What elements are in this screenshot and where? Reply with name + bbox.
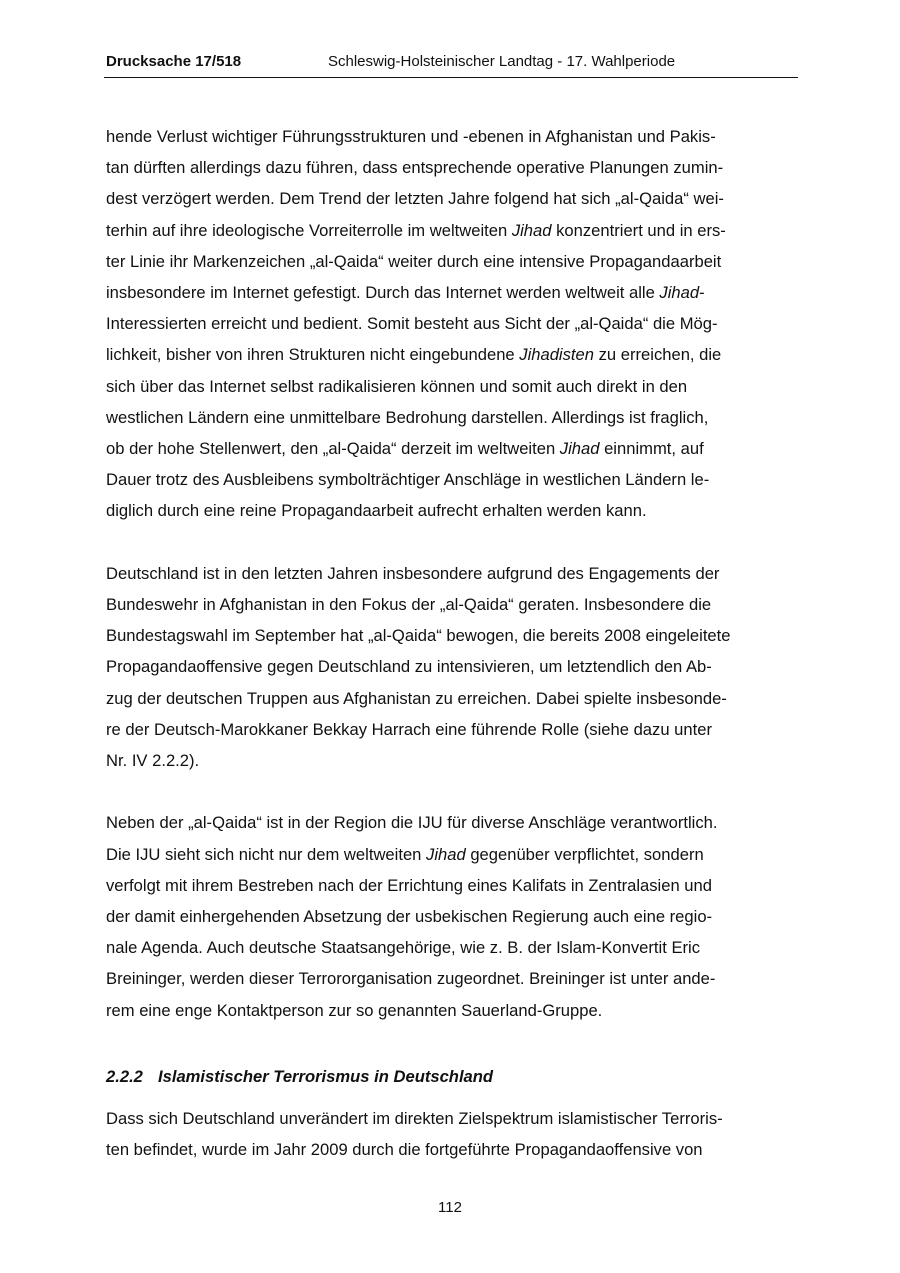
text-run: nale Agenda. Auch deutsche Staatsangehörige, wie z. B. der Islam-Konvertit Eric: [106, 938, 701, 958]
parliament-title: Schleswig-Holsteinischer Landtag - 17. Wahlperiode: [328, 53, 676, 70]
text-line: [106, 371, 798, 402]
text-run: diglich durch eine reine Propagandaarbeit aufrecht erhalten werden kann.: [106, 501, 647, 521]
document-number: Drucksache 17/518: [106, 53, 242, 70]
text-run: westlichen Ländern eine unmittelbare Bedrohung darstellen. Allerdings ist fraglich,: [106, 407, 709, 427]
text-line: [106, 308, 798, 339]
page-header: [104, 49, 798, 73]
italic-term: Jihad: [426, 844, 466, 864]
italic-term: Jihad: [659, 283, 700, 303]
text-line: [106, 807, 798, 838]
text-run: der damit einhergehenden Absetzung der usbekischen Regierung auch eine regio-: [106, 907, 713, 927]
text-run: Propagandaoffensive gegen Deutschland zu intensivieren, um letztendlich den Ab-: [106, 657, 712, 677]
text-run: -: [699, 283, 705, 303]
section-heading: [106, 1067, 493, 1087]
text-line: [106, 651, 798, 682]
text-run: konzentriert und in ers-: [551, 220, 726, 240]
text-run: Bundestagswahl im September hat „al-Qaida“ bewogen, die bereits 2008 eingeleitete: [106, 626, 731, 646]
text-line: [106, 839, 798, 870]
text-line: [106, 589, 798, 620]
text-run: rem eine enge Kontaktperson zur so genannten Sauerland-Gruppe.: [106, 1000, 603, 1020]
text-run: tan dürften allerdings dazu führen, dass entsprechende operative Planungen zumin-: [106, 158, 724, 178]
italic-term: Jihadisten: [519, 345, 594, 365]
text-run: Neben der „al-Qaida“ ist in der Region die IJU für diverse Anschläge verantwortlich.: [106, 813, 718, 833]
text-line: [106, 402, 798, 433]
text-run: Dass sich Deutschland unverändert im direkten Zielspektrum islamistischer Terroris-: [106, 1109, 723, 1128]
text-line: [106, 963, 798, 994]
page-number: 112: [438, 1199, 462, 1216]
text-run: einnimmt, auf: [599, 439, 704, 459]
text-run: ter Linie ihr Markenzeichen „al-Qaida“ weiter durch eine intensive Propagandaarbeit: [106, 251, 722, 271]
body-text: [106, 121, 798, 1026]
text-line: [106, 183, 798, 214]
paragraph: [106, 558, 798, 776]
text-run: insbesondere im Internet gefestigt. Durch das Internet werden weltweit alle: [106, 283, 660, 303]
italic-term: Jihad: [559, 439, 600, 459]
text-line: [106, 683, 798, 714]
text-line: [106, 932, 798, 963]
text-run: ten befindet, wurde im Jahr 2009 durch die fortgeführte Propagandaoffensive von: [106, 1140, 703, 1160]
text-line: [106, 495, 798, 526]
text-line: [106, 152, 798, 183]
text-line: [106, 339, 798, 370]
text-run: terhin auf ihre ideologische Vorreiterrolle im weltweiten: [106, 220, 512, 240]
text-line: [106, 121, 798, 152]
text-line: [106, 246, 798, 277]
section-number: 2.2.2: [106, 1067, 143, 1086]
text-line: [106, 745, 798, 776]
text-line: [106, 901, 798, 932]
text-run: Die IJU sieht sich nicht nur dem weltweiten: [106, 844, 427, 864]
header-rule: [104, 77, 798, 78]
text-run: ob der hohe Stellenwert, den „al-Qaida“ derzeit im weltweiten: [106, 439, 560, 459]
text-run: gegenüber verpflichtet, sondern: [465, 844, 704, 864]
text-line: [106, 870, 798, 901]
text-run: lichkeit, bisher von ihren Strukturen nicht eingebundene: [106, 345, 520, 365]
text-line: [106, 995, 798, 1026]
text-run: Bundeswehr in Afghanistan in den Fokus der „al-Qaida“ geraten. Insbesondere die: [106, 595, 712, 615]
text-run: zug der deutschen Truppen aus Afghanistan zu erreichen. Dabei spielte insbesonde-: [106, 688, 727, 708]
text-line: [106, 558, 798, 589]
text-run: hende Verlust wichtiger Führungsstrukturen und -ebenen in Afghanistan und Pakis-: [106, 127, 716, 146]
text-line: [106, 464, 798, 495]
italic-term: Jihad: [511, 220, 552, 240]
text-run: Breininger, werden dieser Terrororganisation zugeordnet. Breininger ist unter ande-: [106, 969, 716, 989]
text-run: Nr. IV 2.2.2).: [106, 751, 200, 771]
paragraph: [106, 807, 798, 1025]
text-line: [106, 433, 798, 464]
text-line: [106, 215, 798, 246]
text-run: verfolgt mit ihrem Bestreben nach der Errichtung eines Kalifats in Zentralasien und: [106, 875, 712, 895]
section-title: Islamistischer Terrorismus in Deutschland: [158, 1067, 494, 1086]
text-run: Interessierten erreicht und bedient. Somit besteht aus Sicht der „al-Qaida“ die Mög-: [106, 314, 718, 334]
text-run: Deutschland ist in den letzten Jahren insbesondere aufgrund des Engagements der: [106, 563, 720, 583]
text-line: [106, 1103, 798, 1134]
text-run: dest verzögert werden. Dem Trend der letzten Jahre folgend hat sich „al-Qaida“ wei-: [106, 189, 724, 209]
text-run: sich über das Internet selbst radikalisieren können und somit auch direkt in den: [106, 376, 688, 396]
paragraph: [106, 121, 798, 527]
text-line: [106, 1134, 798, 1165]
text-line: [106, 620, 798, 651]
section-paragraph: [106, 1103, 798, 1165]
text-line: [106, 277, 798, 308]
text-run: Dauer trotz des Ausbleibens symbolträchtiger Anschläge in westlichen Ländern le-: [106, 470, 710, 490]
text-run: re der Deutsch-Marokkaner Bekkay Harrach eine führende Rolle (siehe dazu unter: [106, 719, 712, 739]
text-run: zu erreichen, die: [594, 345, 722, 365]
text-line: [106, 714, 798, 745]
